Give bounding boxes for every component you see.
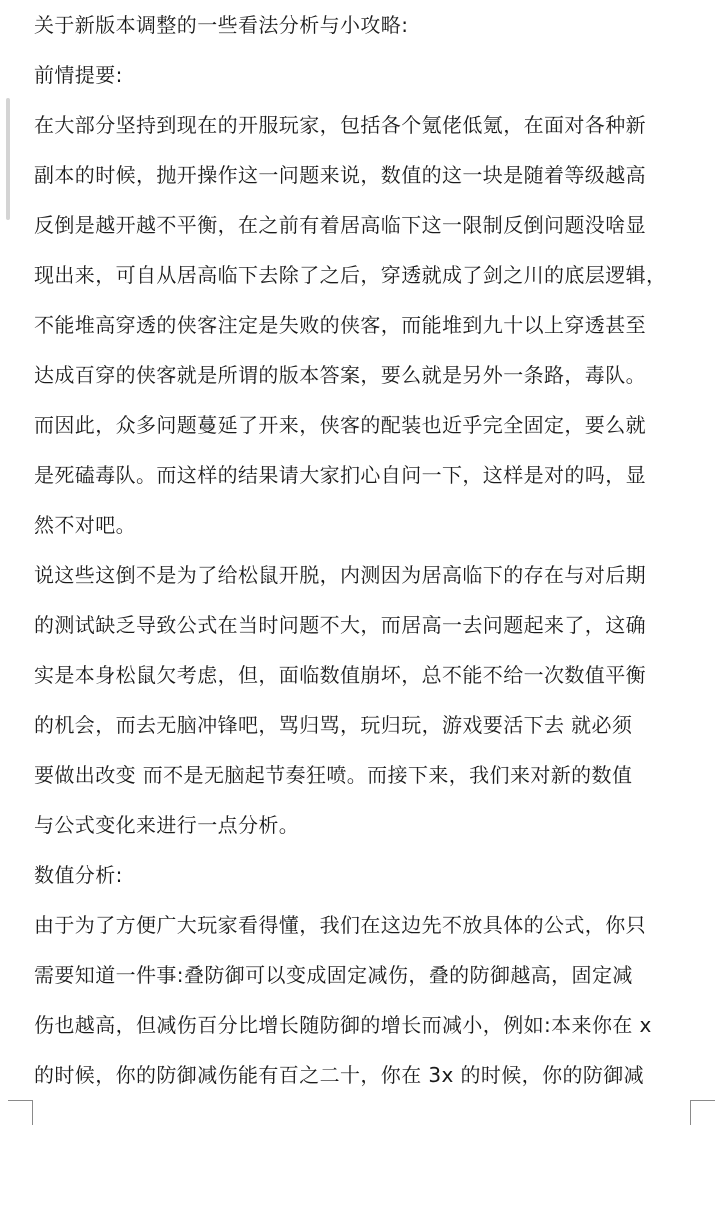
paragraph-line: 要做出改变 而不是无脑起节奏狂喷。而接下来，我们来对新的数值 xyxy=(34,763,633,787)
paragraph-line: 在大部分坚持到现在的开服玩家，包括各个氪佬低氪，在面对各种新 xyxy=(34,113,646,137)
paragraph-line: 不能堆高穿透的侠客注定是失败的侠客，而能堆到九十以上穿透甚至 xyxy=(34,313,646,337)
doc-title: 关于新版本调整的一些看法分析与小攻略: xyxy=(34,13,409,37)
section-heading: 前情提要: xyxy=(34,63,123,87)
paragraph-line: 现出来，可自从居高临下去除了之后，穿透就成了剑之川的底层逻辑， xyxy=(34,263,667,287)
paragraph-line: 的机会，而去无脑冲锋吧，骂归骂，玩归玩，游戏要活下去 就必须 xyxy=(34,713,633,737)
paragraph-line: 说这些这倒不是为了给松鼠开脱，内测因为居高临下的存在与对后期 xyxy=(34,563,646,587)
paragraph-line: 的测试缺乏导致公式在当时问题不大，而居高一去问题起来了，这确 xyxy=(34,613,646,637)
section-heading: 数值分析: xyxy=(34,863,123,887)
page-corner-mark-left xyxy=(8,1100,33,1125)
paragraph-line: 由于为了方便广大玩家看得懂，我们在这边先不放具体的公式，你只 xyxy=(34,913,646,937)
paragraph-line: 与公式变化来进行一点分析。 xyxy=(34,813,300,837)
paragraph-line: 达成百穿的侠客就是所谓的版本答案，要么就是另外一条路，毒队。 xyxy=(34,363,646,387)
paragraph-line: 是死磕毒队。而这样的结果请大家扪心自问一下，这样是对的吗，显 xyxy=(34,463,646,487)
paragraph-line: 然不对吧。 xyxy=(34,513,136,537)
paragraph-line: 反倒是越开越不平衡，在之前有着居高临下这一限制反倒问题没啥显 xyxy=(34,213,646,237)
scroll-indicator[interactable] xyxy=(6,98,10,220)
paragraph-line: 需要知道一件事:叠防御可以变成固定减伤，叠的防御越高，固定减 xyxy=(34,963,633,987)
paragraph-line: 的时候，你的防御减伤能有百之二十，你在 3x 的时候，你的防御减 xyxy=(34,1063,645,1087)
document-body xyxy=(34,0,694,1100)
paragraph-line: 而因此，众多问题蔓延了开来，侠客的配装也近乎完全固定，要么就 xyxy=(34,413,646,437)
paragraph-line: 副本的时候，抛开操作这一问题来说，数值的这一块是随着等级越高 xyxy=(34,163,646,187)
page-corner-mark-right xyxy=(690,1100,715,1125)
paragraph-line: 伤也越高，但减伤百分比增长随防御的增长而减小，例如:本来你在 x xyxy=(34,1013,652,1037)
paragraph-line: 实是本身松鼠欠考虑，但，面临数值崩坏，总不能不给一次数值平衡 xyxy=(34,663,646,687)
